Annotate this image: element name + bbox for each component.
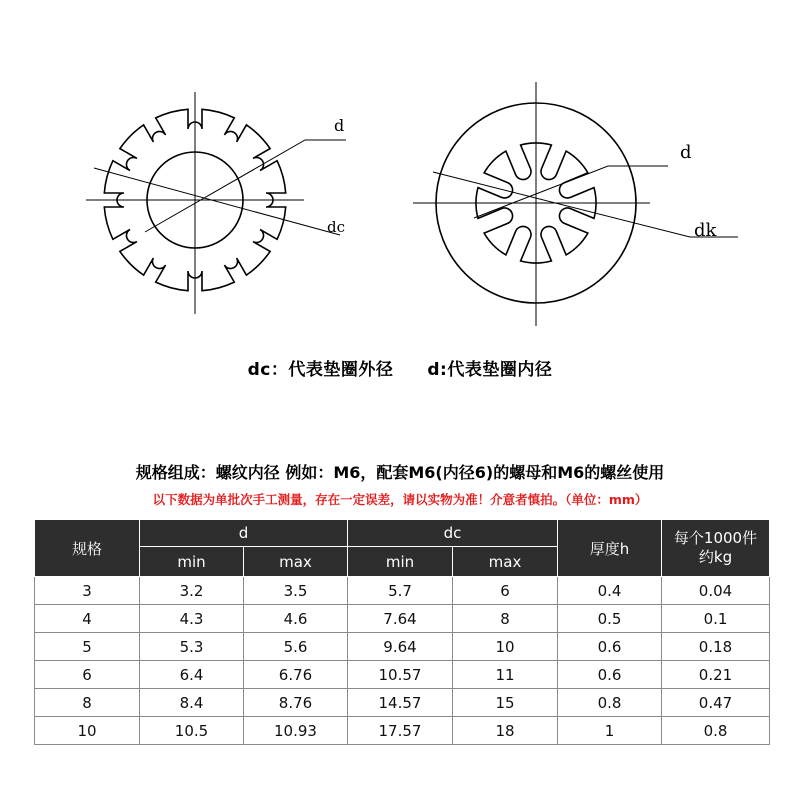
cell-h: 0.8 [558, 689, 662, 717]
cell-spec: 8 [35, 689, 140, 717]
cell-spec: 3 [35, 577, 140, 605]
cell-d-max: 3.5 [244, 577, 348, 605]
cell-dc-max: 6 [453, 577, 558, 605]
legend-dc: dc：代表垫圈外径 [247, 360, 394, 380]
d-leader-line-right [474, 166, 668, 218]
table-row [35, 577, 770, 605]
dk-leader-line [433, 172, 690, 237]
table-row [35, 605, 770, 633]
header-dc: dc [348, 520, 558, 547]
right-label-d: d [680, 142, 692, 163]
cell-dc-min: 17.57 [348, 717, 453, 745]
table-row [35, 717, 770, 745]
cell-h: 0.4 [558, 577, 662, 605]
header-dc-max: max [453, 547, 558, 577]
cell-d-max: 10.93 [244, 717, 348, 745]
header-weight-line2: 约kg [698, 548, 733, 566]
cell-kg: 0.1 [662, 605, 770, 633]
cell-dc-min: 14.57 [348, 689, 453, 717]
cell-dc-min: 7.64 [348, 605, 453, 633]
cell-kg: 0.04 [662, 577, 770, 605]
table-row [35, 633, 770, 661]
header-dc-min: min [348, 547, 453, 577]
table-row [35, 661, 770, 689]
right-label-dk: dk [694, 220, 717, 241]
cell-spec: 6 [35, 661, 140, 689]
cell-d-max: 4.6 [244, 605, 348, 633]
cell-dc-min: 10.57 [348, 661, 453, 689]
header-weight [662, 520, 770, 577]
header-spec: 规格 [35, 520, 140, 577]
spec-table-body [35, 577, 770, 745]
cell-d-max: 6.76 [244, 661, 348, 689]
cell-dc-max: 10 [453, 633, 558, 661]
cell-kg: 0.21 [662, 661, 770, 689]
cell-d-max: 5.6 [244, 633, 348, 661]
cell-d-min: 6.4 [140, 661, 244, 689]
left-label-dc: dc [327, 218, 346, 236]
cell-dc-max: 15 [453, 689, 558, 717]
cell-d-min: 10.5 [140, 717, 244, 745]
cell-kg: 0.47 [662, 689, 770, 717]
cell-d-min: 8.4 [140, 689, 244, 717]
table-row [35, 689, 770, 717]
header-d-max: max [244, 547, 348, 577]
dc-leader-line [94, 168, 340, 235]
measurement-note: 以下数据为单批次手工测量，存在一定误差，请以实物为准！介意者慎拍。（单位：mm） [152, 492, 648, 507]
washer-diagram [0, 0, 800, 350]
cell-dc-min: 9.64 [348, 633, 453, 661]
cell-d-min: 3.2 [140, 577, 244, 605]
cell-h: 0.6 [558, 661, 662, 689]
cell-dc-max: 11 [453, 661, 558, 689]
legend-d: d:代表垫圈内径 [427, 360, 553, 380]
cell-dc-min: 5.7 [348, 577, 453, 605]
cell-h: 0.6 [558, 633, 662, 661]
cell-dc-max: 18 [453, 717, 558, 745]
cell-spec: 5 [35, 633, 140, 661]
header-d-min: min [140, 547, 244, 577]
cell-d-min: 4.3 [140, 605, 244, 633]
cell-spec: 10 [35, 717, 140, 745]
left-label-d: d [334, 116, 345, 135]
cell-kg: 0.18 [662, 633, 770, 661]
header-thickness: 厚度h [558, 520, 662, 577]
external-washer-centerlines [86, 92, 346, 314]
spec-composition-text: 规格组成：螺纹内径 例如：M6，配套M6(内径6)的螺母和M6的螺丝使用 [135, 463, 665, 482]
cell-dc-max: 8 [453, 605, 558, 633]
cell-spec: 4 [35, 605, 140, 633]
legend [0, 355, 800, 380]
header-weight-line1: 每个1000件 [673, 529, 758, 547]
d-leader-line [145, 140, 346, 232]
spec-table [34, 519, 770, 745]
cell-h: 0.5 [558, 605, 662, 633]
cell-d-max: 8.76 [244, 689, 348, 717]
cell-d-min: 5.3 [140, 633, 244, 661]
cell-h: 1 [558, 717, 662, 745]
header-d: d [140, 520, 348, 547]
cell-kg: 0.8 [662, 717, 770, 745]
internal-washer-centerlines [413, 82, 738, 326]
